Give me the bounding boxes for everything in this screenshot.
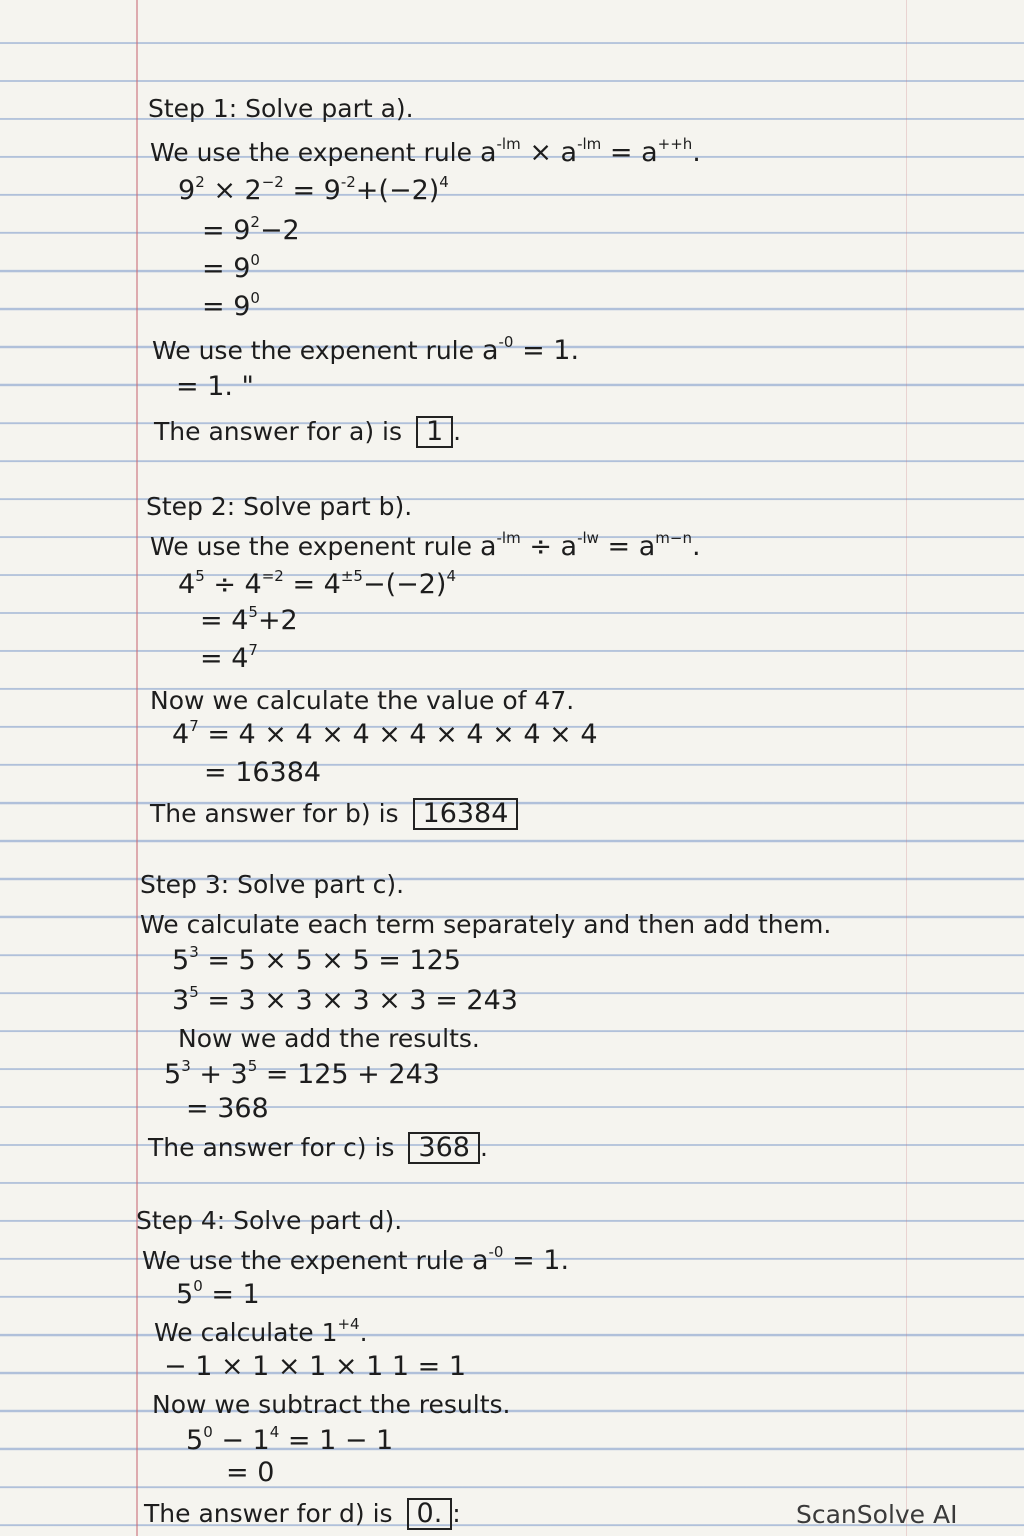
math-exponent: 0 [203,1423,213,1441]
rule-period: . [692,137,701,168]
math-term: −(−2) [362,569,447,600]
math-exponent: 2 [250,213,260,231]
math-exponent: 4 [269,1423,280,1441]
rule-base: a [560,531,578,562]
answer-period: . [479,1133,488,1162]
math-term: +(−2) [355,175,440,206]
step1-eq-line-4 [202,289,260,322]
math-exponent: 7 [248,641,258,659]
math-exponent: 5 [195,567,205,585]
step4-heading: Step 4: Solve part d). [136,1206,403,1235]
answer-box: 368 [408,1132,480,1164]
step4-eq-line-1 [176,1277,260,1310]
math-exponent: 7 [189,717,199,735]
step3-term-1 [172,943,461,976]
math-base: 5 [172,945,190,976]
math-term: = 9 [202,291,251,322]
math-term: = 4 [200,605,249,636]
rule-equals: = [609,137,633,168]
math-exponent: ±5 [340,567,363,585]
step3-answer-line [148,1132,488,1164]
step4-sub-result: = 0 [226,1457,275,1488]
step1-eq-line-3 [202,251,260,284]
step2-eq-line-3 [200,641,258,674]
math-term: = 9 [292,175,341,206]
math-term: +2 [257,605,298,636]
scansolve-branding: ScanSolve AI [796,1500,958,1529]
math-term: = 1 − 1 [287,1425,394,1456]
step2-eq-line-2 [200,603,298,636]
math-base: 4 [172,719,190,750]
rule-exponent: -0 [498,333,514,351]
math-exponent: 0 [250,251,260,269]
answer-period: . [453,417,462,446]
rule-result: = 1. [512,1245,570,1276]
rule-result-exponent: m−n [655,529,692,547]
math-term: = 5 × 5 × 5 = 125 [207,945,461,976]
rule-exponent: -lm [496,135,521,153]
math-term: − 1 [221,1425,270,1456]
rule-base: a [481,335,499,366]
math-term: = 3 × 3 × 3 × 3 = 243 [207,985,518,1016]
step2-calc-result: = 16384 [204,757,322,788]
step3-sum-line [164,1057,440,1090]
math-term: −2 [259,215,300,246]
answer-label: The answer for c) is [148,1133,395,1162]
math-term: × 2 [213,175,262,206]
math-exponent: 5 [248,603,258,621]
math-base: 3 [172,985,190,1016]
step1-eq-line-1 [178,173,449,206]
math-term: = 4 [292,569,341,600]
step1-rule2-line [152,333,580,366]
math-base: 5 [186,1425,204,1456]
rule-text: We use the expenent rule [150,532,473,561]
rule-exponent: -0 [488,1243,504,1261]
math-exponent: 5 [247,1057,258,1075]
math-exponent: 3 [181,1057,191,1075]
math-exponent: −2 [261,173,284,191]
step2-heading: Step 2: Solve part b). [146,492,413,521]
rule-result-base: a [641,137,658,168]
math-term: = 4 × 4 × 4 × 4 × 4 × 4 × 4 [207,719,598,750]
step2-calc-text: Now we calculate the value of 47. [150,686,575,715]
rule-equals: = [607,531,631,562]
rule-text: We use the expenent rule [150,138,473,167]
step4-sub-line [186,1423,394,1456]
calc-period: . [359,1318,368,1347]
margin-line [136,0,138,1536]
step4-rule-line [142,1243,570,1276]
answer-box: 0. [407,1498,453,1530]
math-base: 4 [178,569,196,600]
step4-calc-text [154,1315,368,1348]
answer-label: The answer for d) is [144,1499,393,1528]
step1-answer-line [154,416,461,448]
rule-base: a [479,531,497,562]
math-exponent: 5 [189,983,199,1001]
math-term: + 3 [199,1059,248,1090]
math-term: ÷ 4 [213,569,262,600]
math-base: 9 [178,175,196,206]
answer-colon: : [452,1499,461,1528]
rule-base: a [479,137,497,168]
calc-label: We calculate 1 [154,1318,338,1347]
rule-exponent: -lm [577,135,602,153]
rule-base: a [560,137,578,168]
step3-term-2 [172,983,518,1016]
rule-text: We use the expenent rule [152,336,475,365]
step2-rule-line [150,529,701,562]
math-term: = 4 [200,643,249,674]
step2-eq-line-1 [178,567,456,600]
math-exponent: 4 [439,173,449,191]
step4-calc-line: − 1 × 1 × 1 × 1 1 = 1 [164,1351,467,1382]
step4-sub-text: Now we subtract the results. [152,1390,511,1419]
step4-answer-line [144,1498,461,1530]
answer-label: The answer for b) is [150,799,399,828]
math-base: 5 [176,1279,194,1310]
math-base: 5 [164,1059,182,1090]
step3-add-text: Now we add the results. [178,1024,480,1053]
step1-heading: Step 1: Solve part a). [148,94,414,123]
math-exponent: 2 [195,173,205,191]
rule-operator: ÷ [529,531,552,562]
step1-eq-line-2 [202,213,300,246]
math-exponent: -2 [340,173,356,191]
right-margin-line [906,0,907,1536]
math-exponent: 4 [446,567,456,585]
step3-sum-result: = 368 [186,1093,269,1124]
step3-intro: We calculate each term separately and then add them. [140,910,832,939]
math-exponent: 3 [189,943,199,961]
math-exponent: +4 [337,1315,360,1333]
step2-calc-line [172,717,598,750]
answer-box: 16384 [413,798,519,830]
rule-result-base: a [638,531,656,562]
rule-text: We use the expenent rule [142,1246,465,1275]
rule-period: . [691,531,701,562]
math-exponent: =2 [261,567,284,585]
rule-base: a [471,1245,489,1276]
math-exponent: 0 [250,289,260,307]
math-term: = 125 + 243 [265,1059,440,1090]
step1-rule-line [150,135,701,168]
rule-exponent: -lw [577,529,599,547]
answer-box: 1 [416,416,453,448]
answer-label: The answer for a) is [154,417,402,446]
step2-answer-line [150,798,518,830]
rule-result-exponent: ++h [657,135,693,153]
step1-eq-line-5: = 1. " [176,371,254,402]
rule-exponent: -lm [496,529,521,547]
math-term: = 1 [211,1279,260,1310]
rule-result: = 1. [522,335,580,366]
step3-heading: Step 3: Solve part c). [140,870,405,899]
math-exponent: 0 [193,1277,203,1295]
math-term: = 9 [202,253,251,284]
math-term: = 9 [202,215,251,246]
rule-operator: × [529,137,552,168]
